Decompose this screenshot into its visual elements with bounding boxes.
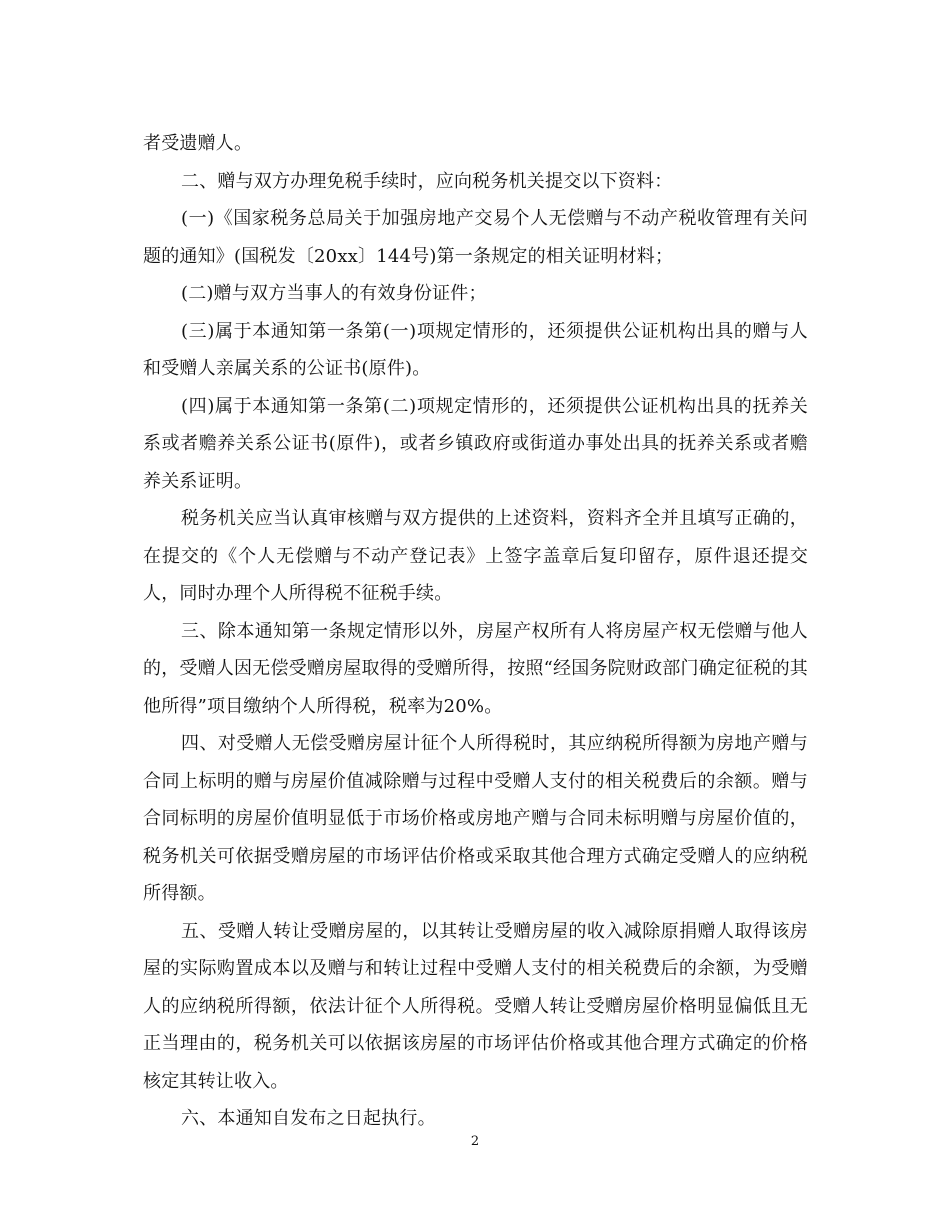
paragraph-continuation: 者受遗赠人。 (143, 133, 253, 154)
paragraph-item-2: (二)赠与双方当事人的有效身份证件； (181, 283, 487, 304)
paragraph-review: 税务机关应当认真审核赠与双方提供的上述资料，资料齐全并且填写正确的，在提交的《个人无偿赠与不动产登记表》上签字盖章后复印留存，原件退还提交人，同时办理个人所得税不征税手续。 (143, 508, 808, 604)
paragraph-section-6: 六、本通知自发布之日起执行。 (181, 1108, 436, 1129)
paragraph-item-3: (三)属于本通知第一条第(一)项规定情形的，还须提供公证机构出具的赠与人和受赠人亲属关系的公证书(原件)。 (143, 320, 808, 379)
page-number: 2 (470, 1134, 480, 1149)
paragraph-item-1: (一)《国家税务总局关于加强房地产交易个人无偿赠与不动产税收管理有关问题的通知》(国税发〔20xx〕144号)第一条规定的相关证明材料； (143, 208, 808, 267)
paragraph-item-4: (四)属于本通知第一条第(二)项规定情形的，还须提供公证机构出具的抚养关系或者赡养关系公证书(原件)，或者乡镇政府或街道办事处出具的抚养关系或者赡养关系证明。 (143, 395, 808, 492)
paragraph-section-3: 三、除本通知第一条规定情形以外，房屋产权所有人将房屋产权无偿赠与他人的，受赠人因无偿受赠房屋取得的受赠所得，按照“经国务院财政部门确定征税的其他所得”项目缴纳个人所得税，税率为20%。 (143, 620, 808, 717)
paragraph-section-5: 五、受赠人转让受赠房屋的，以其转让受赠房屋的收入减除原捐赠人取得该房屋的实际购置成本以及赠与和转让过程中受赠人支付的相关税费后的余额，为受赠人的应纳税所得额，依法计征个人所得税。受赠人转让受赠房屋价格明显偏低且无正当理由的，税务机关可以依据该房屋的市场评估价格或其他合理方式确定的价格核定其转让收入。 (143, 920, 808, 1092)
paragraph-section-2: 二、赠与双方办理免税手续时，应向税务机关提交以下资料： (181, 170, 673, 192)
document-body (143, 125, 808, 1138)
paragraph-section-4: 四、对受赠人无偿受赠房屋计征个人所得税时，其应纳税所得额为房地产赠与合同上标明的赠与房屋价值减除赠与过程中受赠人支付的相关税费后的余额。赠与合同标明的房屋价值明显低于市场价格或房地产赠与合同未标明赠与房屋价值的，税务机关可依据受赠房屋的市场评估价格或采取其他合理方式确定受赠人的应纳税所得额。 (143, 733, 808, 904)
